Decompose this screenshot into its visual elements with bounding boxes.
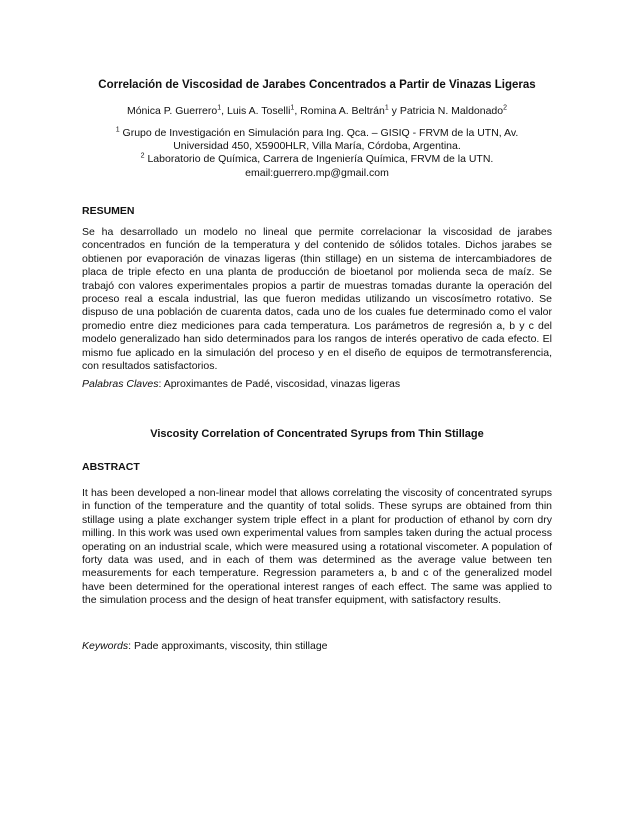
author-affil-sup: 2 bbox=[503, 104, 508, 112]
paper-title-english: Viscosity Correlation of Concentrated Syrups from Thin Stillage bbox=[150, 428, 484, 440]
resumen-heading: RESUMEN bbox=[82, 205, 135, 217]
author-separator: , bbox=[294, 105, 301, 117]
abstract-heading: ABSTRACT bbox=[82, 461, 140, 473]
keywords-text: : Pade approximants, viscosity, thin stillage bbox=[128, 640, 328, 652]
author-name: Mónica P. Guerrero bbox=[126, 105, 218, 117]
affil-sup: 1 bbox=[115, 126, 120, 134]
author-name: Luis A. Toselli bbox=[226, 105, 291, 117]
keywords-label: Keywords bbox=[82, 640, 129, 652]
resumen-text: Se ha desarrollado un modelo no lineal que permite correlacionar la viscosidad de jarabes concentrados en función de la temperatura y del contenido de sólidos totales. Dichos jarabes se obtienen por evaporación de vinazas ligeras (thin stillage) en un sistema de intercambiadores de placa de triple efecto en una planta de producción de bioetanol por molienda seca de maíz. Se trabajó con valores experimentales propios a partir de muestras tomadas durante la operación del proceso real a escala industrial, las que fueron medidas utilizando un viscosímetro rotativo. Se dispuso de una población de cuarenta datos, cada uno de los cuales fue determinado como el valor promedio entre diez mediciones para cada temperatura. Los parámetros de regresión a, b y c del modelo generalizado han sido determinados para los rangos de interés operativo de cada efecto. El mismo fue aplicado en la simulación del proceso y en el diseño de equipos de termotransferencia, con resultados satisfactorios. bbox=[82, 226, 552, 373]
affil-text: Laboratorio de Química, Carrera de Ingeniería Química, FRVM de la UTN. bbox=[144, 153, 494, 166]
keywords-text: : Aproximantes de Padé, viscosidad, vinazas ligeras bbox=[158, 378, 401, 390]
paper-title-spanish: Correlación de Viscosidad de Jarabes Concentrados a Partir de Vinazas Ligeras bbox=[98, 79, 536, 91]
palabras-claves bbox=[82, 378, 400, 390]
author-conjunction: y bbox=[388, 105, 400, 117]
author-separator: , bbox=[221, 105, 227, 117]
author-affil-sup: 1 bbox=[217, 104, 222, 112]
affiliation-1 bbox=[60, 127, 574, 140]
author-affil-sup: 1 bbox=[290, 104, 295, 112]
abstract-text: It has been developed a non-linear model that allows correlating the viscosity of concentrated syrups in function of the temperature and the quantity of total solids. These syrups are obtained from thin stillage using a plate exchanger system triple effect in a plant for production of ethanol by corn dry milling. In this work was used own experimental values from samples taken during the actual process operating on an industrial scale, which were measured using a rotational viscometer. A population of forty data was used, and in each of them was determined as the average value between ten measurements for each temperature. Regression parameters a, b and c of the generalized model have been determined for the operational interest ranges of each effect. The same was applied to the simulation process and the design of heat transfer equipment, with satisfactory results. bbox=[82, 487, 552, 607]
author-list bbox=[0, 105, 634, 117]
author-name: Romina A. Beltrán bbox=[300, 105, 385, 117]
affil-sup: 2 bbox=[140, 152, 145, 160]
affiliation-2 bbox=[60, 153, 574, 166]
keywords bbox=[82, 640, 328, 652]
affiliation-1-cont: Universidad 450, X5900HLR, Villa María, Córdoba, Argentina. bbox=[173, 140, 461, 153]
contact-email: email:guerrero.mp@gmail.com bbox=[245, 166, 389, 179]
affiliations bbox=[60, 127, 574, 180]
author-name: Patricia N. Maldonado bbox=[399, 105, 504, 117]
keywords-label: Palabras Claves bbox=[82, 378, 159, 390]
affil-text: Grupo de Investigación en Simulación para Ing. Qca. – GISIQ - FRVM de la UTN, Av. bbox=[119, 127, 519, 139]
author-affil-sup: 1 bbox=[384, 104, 389, 112]
